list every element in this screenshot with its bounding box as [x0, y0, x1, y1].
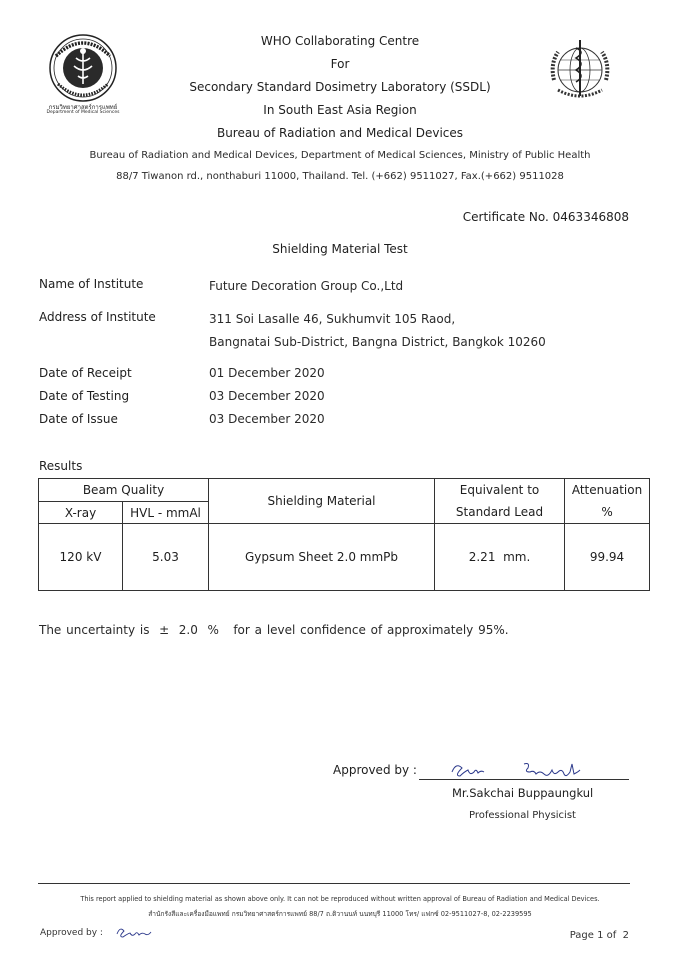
approved-by-label: Approved by :	[333, 763, 417, 777]
document-title: Shielding Material Test	[272, 242, 408, 256]
cell-attenuation: 99.94	[565, 524, 650, 591]
letterhead	[0, 30, 680, 187]
footer-disclaimer: This report applied to shielding material as shown above only. It can not be reproduced without written approval of Bureau of Radiation and Medical Devices.	[80, 895, 600, 903]
table-row	[39, 524, 650, 591]
cell-equivalent-lead: 2.21 mm.	[435, 524, 565, 591]
value-date-of-testing: 03 December 2020	[209, 389, 325, 403]
cell-hvl: 5.03	[123, 524, 209, 591]
label-address-of-institute: Address of Institute	[39, 310, 156, 324]
header-line-department: Bureau of Radiation and Medical Devices, Department of Medical Sciences, Ministry of Public Health	[89, 150, 591, 161]
cell-xray: 120 kV	[39, 524, 123, 591]
seal-caption-thai: กรมวิทยาศาสตร์การแพทย์	[48, 104, 118, 111]
label-date-of-testing: Date of Testing	[39, 389, 130, 403]
footer-signature	[114, 924, 164, 940]
header-line-region: In South East Asia Region	[263, 103, 417, 117]
results-label: Results	[39, 459, 83, 473]
value-address-line-2: Bangnatai Sub-District, Bangna District, Bangkok 10260	[209, 335, 546, 349]
approver-title: Professional Physicist	[469, 810, 576, 821]
signature-line	[419, 779, 629, 780]
header-line-bureau: Bureau of Radiation and Medical Devices	[216, 126, 464, 140]
cell-shielding-material: Gypsum Sheet 2.0 mmPb	[209, 524, 435, 591]
value-date-of-issue: 03 December 2020	[209, 412, 325, 426]
header-line-address: 88/7 Tiwanon rd., nonthaburi 11000, Thailand. Tel. (+662) 9511027, Fax.(+662) 9511028	[116, 171, 564, 182]
header-line-who: WHO Collaborating Centre	[260, 34, 420, 48]
value-address-line-1: 311 Soi Lasalle 46, Sukhumvit 105 Raod,	[209, 312, 456, 326]
page-number: Page 1 of 2	[569, 930, 629, 941]
header-xray: X-ray	[39, 502, 123, 524]
table-header-row	[39, 479, 650, 502]
header-shielding-material: Shielding Material	[209, 479, 435, 524]
header-attenuation-line-1: Attenuation	[565, 479, 650, 502]
seal-caption-english: Department of Medical Sciences	[46, 110, 120, 115]
header-attenuation-line-2: %	[565, 502, 650, 524]
header-beam-quality: Beam Quality	[39, 479, 209, 502]
label-date-of-issue: Date of Issue	[39, 412, 118, 426]
results-table	[38, 478, 650, 591]
header-hvl: HVL - mmAl	[123, 502, 209, 524]
header-equivalent-line-1: Equivalent to	[435, 479, 565, 502]
uncertainty-statement: The uncertainty is ± 2.0 % for a level confidence of approximately 95%.	[39, 623, 509, 637]
header-line-for: For	[330, 57, 350, 71]
footer-divider	[38, 883, 630, 884]
certificate-number: Certificate No. 0463346808	[462, 210, 629, 224]
approver-name: Mr.Sakchai Buppaungkul	[452, 786, 594, 800]
label-name-of-institute: Name of Institute	[39, 277, 144, 291]
footer-approved-label: Approved by :	[40, 928, 103, 938]
header-equivalent-line-2: Standard Lead	[435, 502, 565, 524]
header-line-ssdl: Secondary Standard Dosimetry Laboratory (SSDL)	[189, 80, 491, 94]
value-date-of-receipt: 01 December 2020	[209, 366, 325, 380]
value-name-of-institute: Future Decoration Group Co.,Ltd	[209, 279, 404, 293]
footer-thai-address: สำนักรังสีและเครื่องมือแพทย์ กรมวิทยาศาสตร์การแพทย์ 88/7 ถ.ติวานนท์ นนทบุรี 11000 โทร/ แฟกซ์ 02-9511027-8, 02-2239595	[148, 910, 532, 918]
label-date-of-receipt: Date of Receipt	[39, 366, 132, 380]
